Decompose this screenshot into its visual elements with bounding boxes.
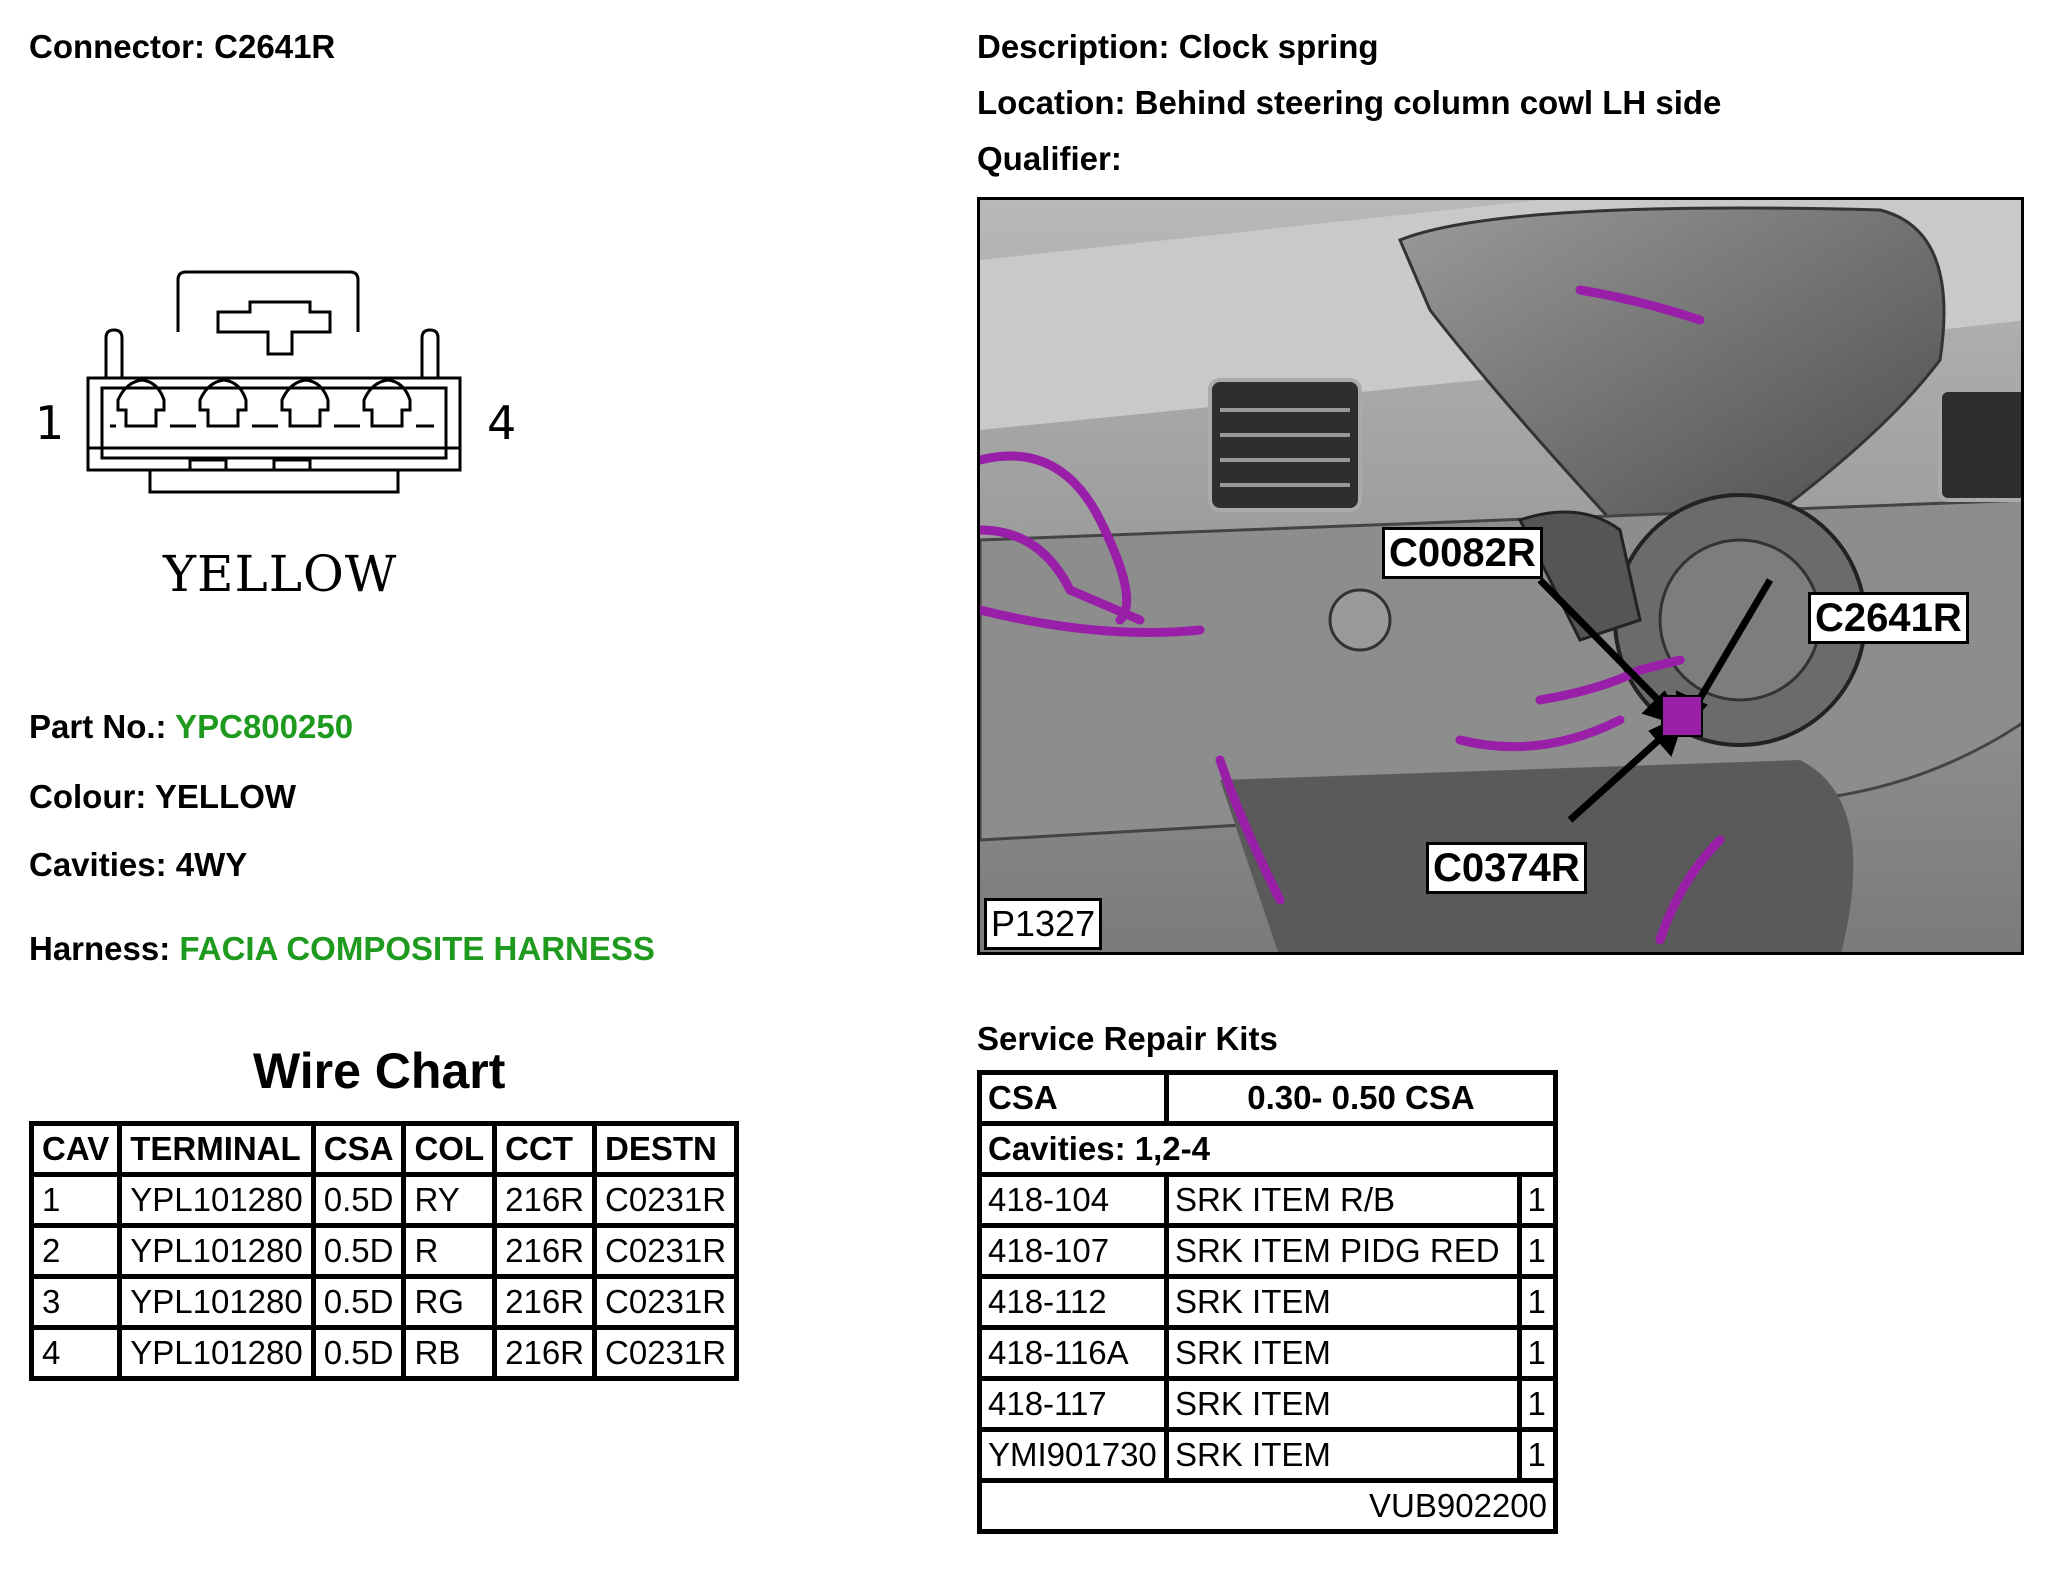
qualifier-label: Qualifier: <box>977 140 1122 177</box>
pin-number-last: 4 <box>487 396 517 450</box>
connector-label: Connector: <box>29 28 205 65</box>
cell-destn: C0231R <box>595 1328 737 1379</box>
header-destn: DESTN <box>595 1124 737 1175</box>
cell-cct: 216R <box>495 1175 595 1226</box>
cell-csa: 0.5D <box>313 1328 404 1379</box>
srk-item: SRK ITEM <box>1167 1430 1520 1481</box>
wire-chart-table <box>29 1121 739 1381</box>
srk-csa-value: 0.30- 0.50 CSA <box>1167 1073 1556 1124</box>
cell-col: R <box>404 1226 495 1277</box>
cell-destn: C0231R <box>595 1277 737 1328</box>
description-label: Description: <box>977 28 1170 65</box>
colour-value: YELLOW <box>154 778 297 815</box>
table-row <box>32 1175 737 1226</box>
table-row <box>980 1379 1556 1430</box>
cavities-value: 4WY <box>175 846 248 883</box>
location-line <box>977 84 1721 122</box>
connector-colour-label: YELLOW <box>163 545 398 603</box>
srk-item: SRK ITEM R/B <box>1167 1175 1520 1226</box>
srk-footer: VUB902200 <box>980 1481 1556 1532</box>
harness-line <box>29 930 655 968</box>
cell-csa: 0.5D <box>313 1277 404 1328</box>
srk-qty: 1 <box>1519 1277 1556 1328</box>
cell-terminal: YPL101280 <box>120 1277 314 1328</box>
wire-chart-title: Wire Chart <box>253 1043 506 1099</box>
part-no-link[interactable]: YPC800250 <box>175 708 354 745</box>
cell-destn: C0231R <box>595 1175 737 1226</box>
srk-part: 418-117 <box>980 1379 1167 1430</box>
srk-qty: 1 <box>1519 1379 1556 1430</box>
cell-cav: 2 <box>32 1226 120 1277</box>
srk-csa-row <box>980 1073 1556 1124</box>
table-row <box>980 1328 1556 1379</box>
cell-col: RY <box>404 1175 495 1226</box>
cell-cct: 216R <box>495 1328 595 1379</box>
srk-qty: 1 <box>1519 1430 1556 1481</box>
qualifier-line <box>977 140 1122 178</box>
cavities-label: Cavities: <box>29 846 167 883</box>
cell-cav: 3 <box>32 1277 120 1328</box>
srk-cavities: Cavities: 1,2-4 <box>980 1124 1556 1175</box>
srk-item: SRK ITEM <box>1167 1277 1520 1328</box>
callout-c0374r: C0374R <box>1426 842 1587 894</box>
cell-cct: 216R <box>495 1277 595 1328</box>
colour-line <box>29 778 296 816</box>
header-col: COL <box>404 1124 495 1175</box>
header-cav: CAV <box>32 1124 120 1175</box>
harness-label: Harness: <box>29 930 171 967</box>
cell-terminal: YPL101280 <box>120 1175 314 1226</box>
cell-cct: 216R <box>495 1226 595 1277</box>
cell-terminal: YPL101280 <box>120 1226 314 1277</box>
part-no-label: Part No.: <box>29 708 167 745</box>
photo-ref: P1327 <box>984 898 1102 950</box>
srk-item: SRK ITEM PIDG RED <box>1167 1226 1520 1277</box>
table-row <box>980 1226 1556 1277</box>
location-value: Behind steering column cowl LH side <box>1134 84 1722 121</box>
connector-face-diagram <box>30 270 470 510</box>
srk-part: 418-104 <box>980 1175 1167 1226</box>
colour-label: Colour: <box>29 778 147 815</box>
cell-cav: 4 <box>32 1328 120 1379</box>
callout-c2641r: C2641R <box>1808 592 1969 644</box>
part-no-line <box>29 708 353 746</box>
srk-part: YMI901730 <box>980 1430 1167 1481</box>
table-row <box>980 1175 1556 1226</box>
cell-csa: 0.5D <box>313 1226 404 1277</box>
header-terminal: TERMINAL <box>120 1124 314 1175</box>
cell-col: RB <box>404 1328 495 1379</box>
cell-csa: 0.5D <box>313 1175 404 1226</box>
table-row <box>980 1430 1556 1481</box>
description-line <box>977 28 1379 66</box>
srk-item: SRK ITEM <box>1167 1379 1520 1430</box>
srk-cavities-row <box>980 1124 1556 1175</box>
srk-part: 418-116A <box>980 1328 1167 1379</box>
table-row <box>32 1328 737 1379</box>
header-csa: CSA <box>313 1124 404 1175</box>
table-row <box>32 1226 737 1277</box>
srk-csa-label: CSA <box>980 1073 1167 1124</box>
harness-link[interactable]: FACIA COMPOSITE HARNESS <box>179 930 655 967</box>
connector-line <box>29 28 335 66</box>
srk-footer-row <box>980 1481 1556 1532</box>
srk-item: SRK ITEM <box>1167 1328 1520 1379</box>
cavities-line <box>29 846 247 884</box>
srk-title: Service Repair Kits <box>977 1020 1278 1057</box>
cell-col: RG <box>404 1277 495 1328</box>
cell-terminal: YPL101280 <box>120 1328 314 1379</box>
srk-table <box>977 1070 1558 1534</box>
pin-number-first: 1 <box>35 396 65 450</box>
location-label: Location: <box>977 84 1126 121</box>
description-value: Clock spring <box>1178 28 1379 65</box>
srk-qty: 1 <box>1519 1226 1556 1277</box>
table-row <box>32 1277 737 1328</box>
srk-qty: 1 <box>1519 1328 1556 1379</box>
cell-destn: C0231R <box>595 1226 737 1277</box>
srk-part: 418-107 <box>980 1226 1167 1277</box>
srk-qty: 1 <box>1519 1175 1556 1226</box>
connector-value: C2641R <box>214 28 336 65</box>
table-row <box>980 1277 1556 1328</box>
callout-c0082r: C0082R <box>1382 527 1543 579</box>
srk-part: 418-112 <box>980 1277 1167 1328</box>
cell-cav: 1 <box>32 1175 120 1226</box>
location-photo <box>977 197 2024 955</box>
table-header-row <box>32 1124 737 1175</box>
header-cct: CCT <box>495 1124 595 1175</box>
